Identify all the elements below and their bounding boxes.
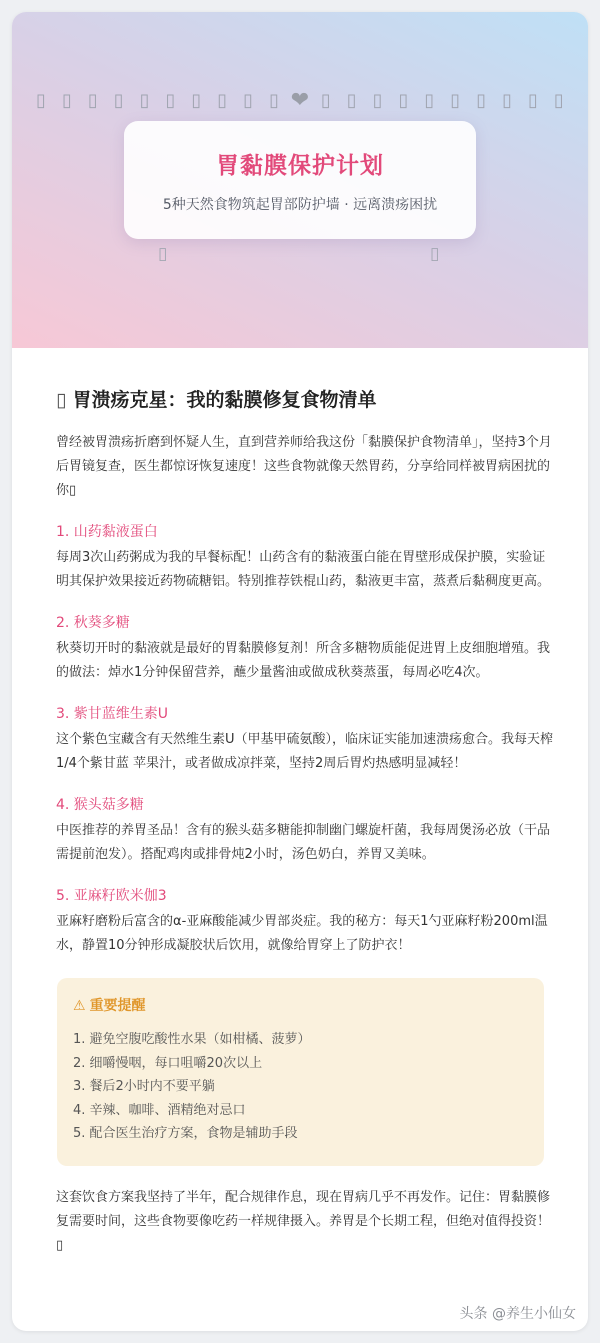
food-item <box>56 703 556 776</box>
notice-item: 4. 辛辣、咖啡、酒精绝对忌口 <box>73 1102 246 1118</box>
decoration-icon: ▯ <box>430 244 440 264</box>
page-title: 胃黏膜保护计划 <box>216 153 384 179</box>
notice-title-text: 重要提醒 <box>89 998 146 1014</box>
food-item-title: 5. 亚麻籽欧米伽3 <box>56 888 167 904</box>
food-emoji-icon: ▯ <box>372 90 383 111</box>
food-emoji-icon: ▯ <box>320 90 331 111</box>
article-heading <box>56 386 556 414</box>
food-item-text: 中医推荐的养胃圣品！含有的猴头菇多糖能抑制幽门螺旋杆菌，我每周煲汤必放（干品需提前泡发）。搭配鸡肉或排骨炖2小时，汤色奶白，养胃又美味。 <box>56 823 551 862</box>
food-item <box>56 794 556 867</box>
food-emoji-icon: ▯ <box>269 90 279 111</box>
watermark: 头条 @养生小仙女 <box>459 1306 576 1322</box>
notice-item: 2. 细嚼慢咽，每口咀嚼20次以上 <box>73 1055 263 1071</box>
food-item <box>56 885 556 958</box>
notice-list <box>73 1028 528 1146</box>
hero-banner <box>12 12 588 348</box>
notice-item: 3. 餐后2小时内不要平躺 <box>73 1079 215 1094</box>
food-emoji-icon: ▯ <box>424 90 435 111</box>
article-card <box>12 12 588 1331</box>
food-emoji-icon: ▯ <box>139 90 150 111</box>
intro-paragraph: 曾经被胃溃疡折磨到怀疑人生，直到营养师给我这份「黏膜保护食物清单」，坚持3个月后胃镜复查，医生都惊讶恢复速度！这些食物就像天然胃药，分享给同样被胃病困扰的你▯ <box>56 435 552 498</box>
decoration-icon: ▯ <box>158 244 168 264</box>
notice-title <box>73 996 528 1016</box>
notice-item: 5. 配合医生治疗方案，食物是辅助手段 <box>73 1126 298 1141</box>
outro-paragraph: 这套饮食方案我坚持了半年，配合规律作息，现在胃病几乎不再发作。记住：胃黏膜修复需要时间，这些食物要像吃药一样规律摄入。养胃是个长期工程，但绝对值得投资！▯ <box>56 1190 551 1253</box>
food-item-text: 这个紫色宝藏含有天然维生素U（甲基甲硫氨酸），临床证实能加速溃疡愈合。我每天榨1/4个紫甘蓝 苹果汁，或者做成凉拌菜，坚持2周后胃灼热感明显减轻！ <box>56 732 554 771</box>
food-emoji-icon: ▯ <box>502 90 512 111</box>
notice-item: 1. 避免空腹吃酸性水果（如柑橘、菠萝） <box>73 1032 311 1047</box>
food-emoji-icon: ▯ <box>87 90 98 111</box>
food-item-text: 秋葵切开时的黏液就是最好的胃黏膜修复剂！所含多糖物质能促进胃上皮细胞增殖。我的做法：焯水1分钟保留营养，蘸少量酱油或做成秋葵蒸蛋，每周必吃4次。 <box>56 641 551 680</box>
emoji-decoration-row <box>30 90 570 112</box>
food-item-title: 1. 山药黏液蛋白 <box>56 524 158 540</box>
food-emoji-icon: ▯ <box>61 90 72 111</box>
food-item <box>56 612 556 685</box>
article-body <box>56 386 556 1258</box>
heart-icon: ❤ <box>290 88 310 113</box>
article-heading-text: 胃溃疡克星：我的黏膜修复食物清单 <box>72 389 377 411</box>
title-card <box>124 121 476 239</box>
food-emoji-icon: ▯ <box>36 90 46 111</box>
food-emoji-icon: ▯ <box>476 90 487 111</box>
food-emoji-icon: ▯ <box>113 90 124 111</box>
food-item-title: 4. 猴头菇多糖 <box>56 797 144 813</box>
food-emoji-icon: ▯ <box>553 90 564 111</box>
food-item-title: 2. 秋葵多糖 <box>56 615 130 631</box>
food-emoji-icon: ▯ <box>165 90 176 111</box>
food-emoji-icon: ▯ <box>217 90 228 111</box>
food-item <box>56 521 556 594</box>
food-emoji-icon: ▯ <box>398 90 409 111</box>
page-subtitle: 5种天然食物筑起胃部防护墙 · 远离溃疡困扰 <box>162 197 438 213</box>
food-emoji-icon: ▯ <box>450 90 461 111</box>
food-emoji-icon: ▯ <box>243 90 254 111</box>
important-notice-box <box>57 978 544 1166</box>
food-item-text: 亚麻籽磨粉后富含的α-亚麻酸能减少胃部炎症。我的秘方：每天1勺亚麻籽粉200ml温水，静置10分钟形成凝胶状后饮用，就像给胃穿上了防护衣！ <box>56 914 548 953</box>
food-emoji-icon: ▯ <box>527 90 538 111</box>
food-emoji-icon: ▯ <box>346 90 357 111</box>
food-item-text: 每周3次山药粥成为我的早餐标配！山药含有的黏液蛋白能在胃壁形成保护膜，实验证明其保护效果接近药物硫糖铝。特别推荐铁棍山药，黏液更丰富，蒸煮后黏稠度更高。 <box>56 550 551 589</box>
heading-emoji-icon: ▯ <box>56 389 67 411</box>
warning-icon: ⚠ <box>73 998 86 1014</box>
food-item-title: 3. 紫甘蓝维生素U <box>56 706 169 722</box>
food-emoji-icon: ▯ <box>191 90 202 111</box>
